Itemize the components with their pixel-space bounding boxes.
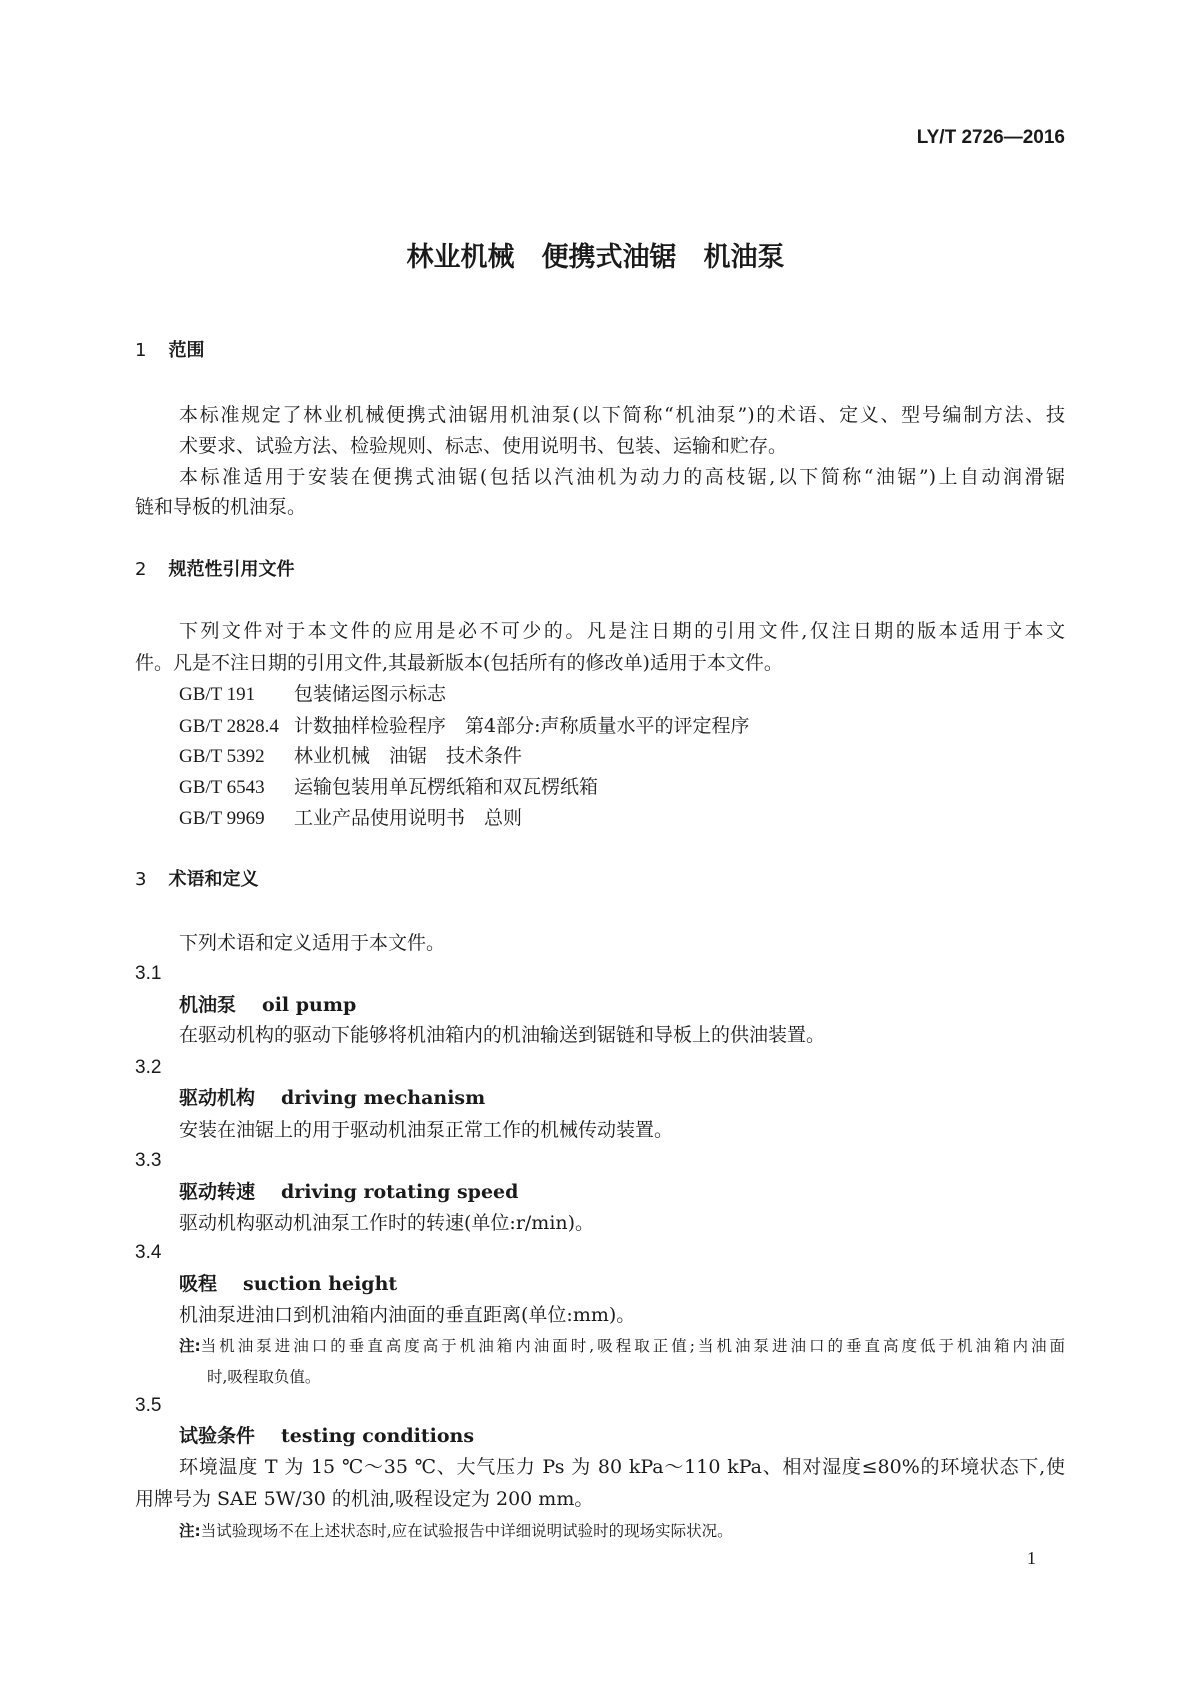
reference-item: GB/T 6543 运输包装用单瓦楞纸箱和双瓦楞纸箱 [179,776,599,798]
reference-item: GB/T 9969 工业产品使用说明书 总则 [179,807,523,829]
paragraph: 链和导板的机油泵。 [135,496,307,518]
paragraph: 本标准适用于安装在便携式油锯(包括以汽油机为动力的高枝锯,以下简称“油锯”)上自动润滑锯 [179,466,1065,488]
paragraph: 术要求、试验方法、检验规则、标志、使用说明书、包装、运输和贮存。 [179,435,788,457]
paragraph: 下列术语和定义适用于本文件。 [179,932,446,954]
term-definition: 机油泵进油口到机油箱内油面的垂直距离(单位:mm)。 [179,1304,636,1326]
term-definition: 环境温度 T 为 15 ℃～35 ℃、大气压力 Ps 为 80 kPa～110 kPa、相对湿度≤80%的环境状态下,使 [179,1456,1065,1478]
term-title: 吸程 suction height [179,1273,398,1295]
term-definition: 用牌号为 SAE 5W/30 的机油,吸程设定为 200 mm。 [135,1488,594,1510]
term-number: 3.5 [135,1395,162,1416]
paragraph: 件。凡是不注日期的引用文件,其最新版本(包括所有的修改单)适用于本文件。 [135,652,783,674]
term-title: 驱动机构 driving mechanism [179,1087,486,1109]
term-number: 3.3 [135,1150,162,1171]
paragraph: 本标准规定了林业机械便携式油锯用机油泵(以下简称“机油泵”)的术语、定义、型号编制方法、技 [179,404,1065,426]
section-heading-2: 2 规范性引用文件 [135,559,295,580]
note: 注: 当机油泵进油口的垂直高度高于机油箱内油面时,吸程取正值;当机油泵进油口的垂直高度低于机油箱内油面 [179,1337,1065,1355]
note: 注:当试验现场不在上述状态时,应在试验报告中详细说明试验时的现场实际状况。 [179,1522,733,1540]
term-title: 驱动转速 driving rotating speed [179,1181,519,1203]
reference-item: GB/T 191 包装储运图示标志 [179,683,447,705]
term-number: 3.2 [135,1057,162,1078]
term-title: 试验条件 testing conditions [179,1425,475,1447]
reference-item: GB/T 5392 林业机械 油锯 技术条件 [179,745,523,767]
term-definition: 在驱动机构的驱动下能够将机油箱内的机油输送到锯链和导板上的供油装置。 [179,1024,826,1046]
document-title: 林业机械 便携式油锯 机油泵 [406,242,785,273]
term-number: 3.1 [135,963,162,984]
page-number: 1 [1027,1548,1036,1568]
note-continuation: 时,吸程取负值。 [207,1368,321,1386]
section-heading-3: 3 术语和定义 [135,869,259,890]
term-title: 机油泵 oil pump [179,994,357,1016]
paragraph: 下列文件对于本文件的应用是必不可少的。凡是注日期的引用文件,仅注日期的版本适用于本文 [179,620,1065,642]
term-definition: 驱动机构驱动机油泵工作时的转速(单位:r/min)。 [179,1212,595,1234]
term-number: 3.4 [135,1242,162,1263]
standard-code: LY/T 2726—2016 [916,127,1065,148]
term-definition: 安装在油锯上的用于驱动机油泵正常工作的机械传动装置。 [179,1119,674,1141]
reference-item: GB/T 2828.4 计数抽样检验程序 第4部分:声称质量水平的评定程序 [179,715,750,737]
section-heading-1: 1 范围 [135,340,205,361]
